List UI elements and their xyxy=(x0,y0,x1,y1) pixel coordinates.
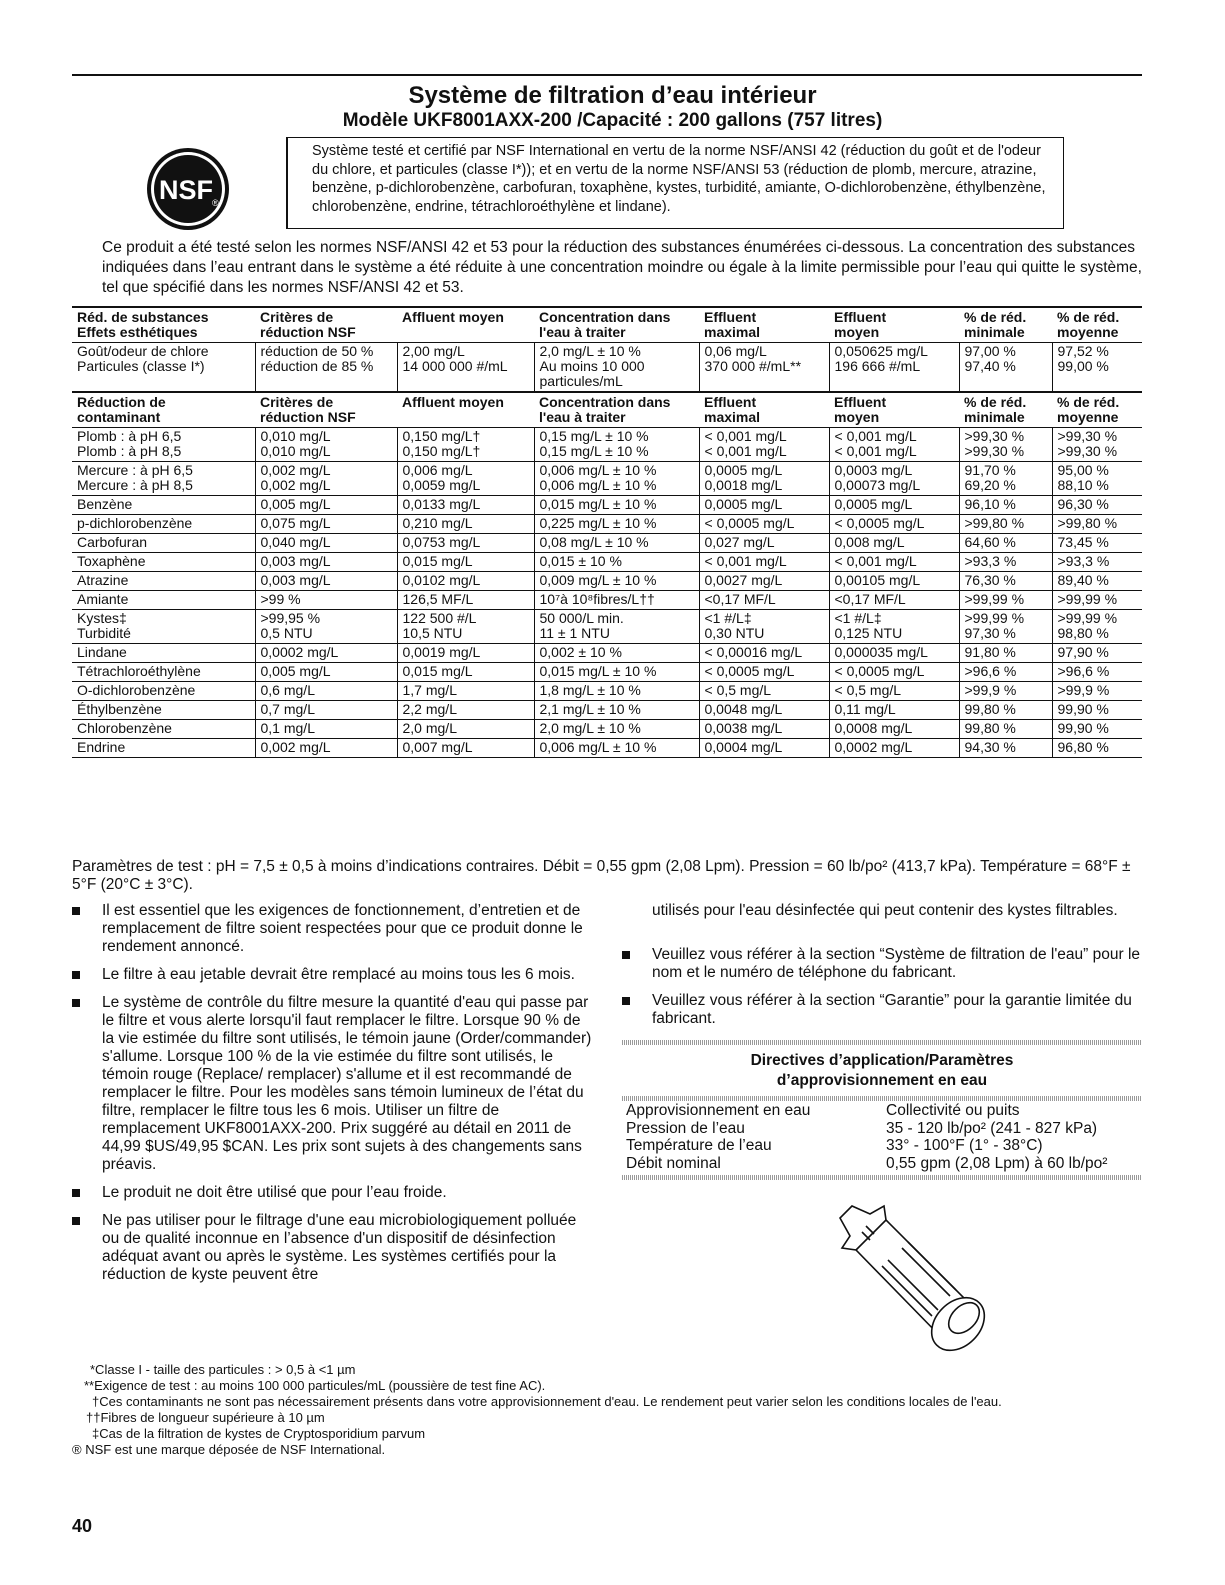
table-cell: 126,5 MF/L xyxy=(397,591,534,610)
table-cell: 0,040 mg/L xyxy=(255,534,397,553)
performance-table xyxy=(72,306,1142,758)
table-cell: < 0,001 mg/L xyxy=(829,553,959,572)
table-cell: 0,0027 mg/L xyxy=(699,572,829,591)
table-cell: Benzène xyxy=(72,496,255,515)
table-cell: >99,30 % >99,30 % xyxy=(959,428,1052,462)
table-cell: < 0,5 mg/L xyxy=(829,682,959,701)
table-cell: 0,0005 mg/L 0,0018 mg/L xyxy=(699,462,829,496)
table-cell: 0,008 mg/L xyxy=(829,534,959,553)
table-cell: >99,99 % 98,80 % xyxy=(1052,610,1142,644)
table-cell: 91,80 % xyxy=(959,644,1052,663)
table-cell: 2,00 mg/L 14 000 000 #/mL xyxy=(397,343,534,393)
table-cell: >99,80 % xyxy=(1052,515,1142,534)
hatch-divider xyxy=(622,1040,1142,1045)
table-cell: 50 000/L min. 11 ± 1 NTU xyxy=(534,610,699,644)
table-cell: 99,90 % xyxy=(1052,701,1142,720)
directives-table xyxy=(626,1102,1146,1172)
table-cell: >99,80 % xyxy=(959,515,1052,534)
table-cell: >96,6 % xyxy=(1052,663,1142,682)
top-rule xyxy=(72,74,1142,76)
table-cell: 0,0004 mg/L xyxy=(699,739,829,758)
table-cell: p-dichlorobenzène xyxy=(72,515,255,534)
table-cell: Plomb : à pH 6,5 Plomb : à pH 8,5 xyxy=(72,428,255,462)
column-header: % de réd. moyenne xyxy=(1052,307,1142,343)
table-cell: 2,0 mg/L xyxy=(397,720,534,739)
table-cell: < 0,0005 mg/L xyxy=(829,515,959,534)
table-cell: < 0,001 mg/L xyxy=(699,553,829,572)
table-cell: 95,00 % 88,10 % xyxy=(1052,462,1142,496)
directives-title xyxy=(622,1051,1142,1091)
table-cell: >93,3 % xyxy=(959,553,1052,572)
table-cell: Amiante xyxy=(72,591,255,610)
table-cell: 0,0005 mg/L xyxy=(829,496,959,515)
table-cell: < 0,0005 mg/L xyxy=(699,515,829,534)
table-cell: >99,95 % 0,5 NTU xyxy=(255,610,397,644)
table-cell: <1 #/L‡ 0,125 NTU xyxy=(829,610,959,644)
table-cell: 0,0102 mg/L xyxy=(397,572,534,591)
table-cell: 0,0002 mg/L xyxy=(255,644,397,663)
table-cell: 99,80 % xyxy=(959,701,1052,720)
page-title: Système de filtration d’eau intérieur xyxy=(408,82,817,109)
table-cell: 0,015 ± 10 % xyxy=(534,553,699,572)
footnote: ‡Cas de la filtration de kystes de Cryptosporidium parvum xyxy=(92,1426,426,1441)
column-header: Affluent moyen xyxy=(397,307,534,343)
table-cell: 99,80 % xyxy=(959,720,1052,739)
column-header: Concentration dans l'eau à traiter xyxy=(534,392,699,428)
table-cell: Tétrachloroéthylène xyxy=(72,663,255,682)
table-cell: >99,99 % xyxy=(959,591,1052,610)
table-cell: 91,70 % 69,20 % xyxy=(959,462,1052,496)
table-cell: 0,015 mg/L ± 10 % xyxy=(534,496,699,515)
table-cell: 0,06 mg/L 370 000 #/mL** xyxy=(699,343,829,393)
table-cell: 0,1 mg/L xyxy=(255,720,397,739)
table-cell: 0,010 mg/L 0,010 mg/L xyxy=(255,428,397,462)
table-cell: < 0,001 mg/L < 0,001 mg/L xyxy=(699,428,829,462)
table-cell: < 0,001 mg/L < 0,001 mg/L xyxy=(829,428,959,462)
table-row xyxy=(72,591,1142,610)
table-cell: <1 #/L‡ 0,30 NTU xyxy=(699,610,829,644)
table-cell: < 0,00016 mg/L xyxy=(699,644,829,663)
directive-value: Collectivité ou puits xyxy=(886,1102,1020,1119)
table-cell: 94,30 % xyxy=(959,739,1052,758)
table-cell: 0,210 mg/L xyxy=(397,515,534,534)
table-cell: >99,9 % xyxy=(1052,682,1142,701)
table-cell: 0,007 mg/L xyxy=(397,739,534,758)
water-filter-illustration-icon xyxy=(822,1188,1002,1363)
table-cell: 97,00 % 97,40 % xyxy=(959,343,1052,393)
table-cell: 1,8 mg/L ± 10 % xyxy=(534,682,699,701)
table-row xyxy=(72,572,1142,591)
table-cell: 0,7 mg/L xyxy=(255,701,397,720)
table-cell: 0,0133 mg/L xyxy=(397,496,534,515)
table-cell: 0,003 mg/L xyxy=(255,572,397,591)
table-cell: 0,015 mg/L xyxy=(397,553,534,572)
table-row xyxy=(72,462,1142,496)
table-row xyxy=(72,428,1142,462)
directive-value: 0,55 gpm (2,08 Lpm) à 60 lb/po² xyxy=(886,1154,1108,1172)
table-cell: Carbofuran xyxy=(72,534,255,553)
page-number: 40 xyxy=(72,1516,93,1536)
table-cell: 96,30 % xyxy=(1052,496,1142,515)
list-item: Veuillez vous référer à la section “Garantie” pour la garantie limitée du fabricant. xyxy=(622,992,1142,1028)
table-cell: 0,0003 mg/L 0,00073 mg/L xyxy=(829,462,959,496)
table-row xyxy=(72,663,1142,682)
table-cell: Chlorobenzène xyxy=(72,720,255,739)
table-cell: 96,80 % xyxy=(1052,739,1142,758)
table-cell: >99 % xyxy=(255,591,397,610)
table-row xyxy=(626,1137,1146,1155)
intro-paragraph: Ce produit a été testé selon les normes NSF/ANSI 42 et 53 pour la réduction des substances énumérées ci-dessous. La concentration des substances indiquées dans l’eau entrant dans le système a été réduite à une concentration moindre ou égale à la limite permissible pour l’eau qui quitte le système, tel que spécifié dans les normes NSF/ANSI 42 et 53. xyxy=(102,239,1142,296)
table-cell: 0,08 mg/L ± 10 % xyxy=(534,534,699,553)
hatch-divider xyxy=(622,1175,1142,1180)
column-header: % de réd. minimale xyxy=(959,392,1052,428)
table-row xyxy=(72,701,1142,720)
table-cell: 0,005 mg/L xyxy=(255,663,397,682)
column-header: Réduction de contaminant xyxy=(72,392,255,428)
table-cell: 0,015 mg/L xyxy=(397,663,534,682)
nsf-logo-icon xyxy=(145,146,231,232)
table-cell: 76,30 % xyxy=(959,572,1052,591)
column-header: % de réd. minimale xyxy=(959,307,1052,343)
table-row xyxy=(72,739,1142,758)
table-cell: 0,000035 mg/L xyxy=(829,644,959,663)
column-header: Effluent maximal xyxy=(699,392,829,428)
footnote: ††Fibres de longueur supérieure à 10 µm xyxy=(86,1410,325,1425)
page-subtitle: Modèle UKF8001AXX-200 /Capacité : 200 gallons (757 litres) xyxy=(342,110,883,131)
table-cell: 2,2 mg/L xyxy=(397,701,534,720)
footnote: *Classe I - taille des particules : > 0,5 à <1 µm xyxy=(90,1362,356,1377)
list-item: Le filtre à eau jetable devrait être remplacé au moins tous les 6 mois. xyxy=(72,966,592,984)
table-cell: 0,0002 mg/L xyxy=(829,739,959,758)
table-row xyxy=(626,1155,1146,1173)
table-cell: 0,005 mg/L xyxy=(255,496,397,515)
table-cell: < 0,5 mg/L xyxy=(699,682,829,701)
table-row xyxy=(72,515,1142,534)
table-cell: 2,0 mg/L ± 10 % Au moins 10 000 particules/mL xyxy=(534,343,699,393)
table-cell: 73,45 % xyxy=(1052,534,1142,553)
table-cell: 96,10 % xyxy=(959,496,1052,515)
table-cell: 0,0048 mg/L xyxy=(699,701,829,720)
list-item: Le système de contrôle du filtre mesure la quantité d'eau qui passe par le filtre et vous alerte lorsqu'il faut remplacer le filtre. Lorsque 90 % de la vie estimée du filtre sont utilisés, le témoin jaune (Order/commander) s'allume. Lorsque 100 % de la vie estimée du filtre sont utilisés, le témoin rouge (Replace/ remplacer) s'allume et il est recommandé de remplacer le filtre. Pour les modèles sans témoin lumineux de l’état du filtre, remplacer le filtre tous les 6 mois. Utiliser un filtre de remplacement UKF8001AXX-200. Prix suggéré au détail en 2011 de 44,99 $US/49,95 $CAN. Les prix sont sujets à des changements sans préavis. xyxy=(72,994,592,1174)
column-header: Affluent moyen xyxy=(397,392,534,428)
table-cell: 1,7 mg/L xyxy=(397,682,534,701)
table-cell: 0,003 mg/L xyxy=(255,553,397,572)
test-parameters: Paramètres de test : pH = 7,5 ± 0,5 à moins d’indications contraires. Débit = 0,55 gpm (2,08 Lpm). Pression = 60 lb/po² (413,7 kPa). Température = 68°F ± 5°F (20°C ± 3°C). xyxy=(72,858,1131,893)
directive-label: Approvisionnement en eau xyxy=(626,1102,811,1119)
table-cell: 0,002 ± 10 % xyxy=(534,644,699,663)
table-cell: 122 500 #/L 10,5 NTU xyxy=(397,610,534,644)
table-cell: 0,15 mg/L ± 10 % 0,15 mg/L ± 10 % xyxy=(534,428,699,462)
table-cell: 10⁷à 10⁸fibres/L†† xyxy=(534,591,699,610)
table-cell: 0,006 mg/L ± 10 % 0,006 mg/L ± 10 % xyxy=(534,462,699,496)
directive-label: Débit nominal xyxy=(626,1154,721,1172)
table-cell: 0,015 mg/L ± 10 % xyxy=(534,663,699,682)
directives-title-line1: Directives d’application/Paramètres xyxy=(750,1052,1014,1069)
list-item: Ne pas utiliser pour le filtrage d'une eau microbiologiquement polluée ou de qualité inconnue en l’absence d'un dispositif de désinfection adéquat avant ou après le système. Les systèmes certifiés pour la réduction de kyste peuvent être xyxy=(72,1212,592,1284)
table-cell: 0,002 mg/L xyxy=(255,739,397,758)
table-row xyxy=(72,644,1142,663)
table-cell: >99,9 % xyxy=(959,682,1052,701)
table-cell: >96,6 % xyxy=(959,663,1052,682)
table-cell: 0,006 mg/L 0,0059 mg/L xyxy=(397,462,534,496)
table-cell: 0,0038 mg/L xyxy=(699,720,829,739)
directive-value: 35 - 120 lb/po² (241 - 827 kPa) xyxy=(886,1119,1098,1137)
table-cell: 97,52 % 99,00 % xyxy=(1052,343,1142,393)
table-cell: <0,17 MF/L xyxy=(699,591,829,610)
table-cell: < 0,0005 mg/L xyxy=(699,663,829,682)
bullet-list-right xyxy=(622,946,1142,1038)
table-cell: 0,002 mg/L 0,002 mg/L xyxy=(255,462,397,496)
certification-box: Système testé et certifié par NSF International en vertu de la norme NSF/ANSI 42 (réduction du goût et de l'odeur du chlore, et particules (classe I*)); et en vertu de la norme NSF/ANSI 53 (réduction de plomb, mercure, atrazine, benzène, p-dichlorobenzène, carbofuran, toxaphène, kystes, turbidité, amiante, O-dichlorobenzène, éthylbenzène, chlorobenzène, endrine, tétrachloroéthylène et lindane). xyxy=(286,137,1064,229)
table-header-row xyxy=(72,392,1142,428)
list-item: Le produit ne doit être utilisé que pour l’eau froide. xyxy=(72,1184,592,1202)
table-cell: 0,075 mg/L xyxy=(255,515,397,534)
table-cell: 97,90 % xyxy=(1052,644,1142,663)
table-row xyxy=(72,534,1142,553)
list-item: Veuillez vous référer à la section “Système de filtration de l'eau” pour le nom et le numéro de téléphone du fabricant. xyxy=(622,946,1142,982)
table-cell: 0,00105 mg/L xyxy=(829,572,959,591)
table-cell: >99,99 % xyxy=(1052,591,1142,610)
table-cell: 0,150 mg/L† 0,150 mg/L† xyxy=(397,428,534,462)
table-cell: 0,0019 mg/L xyxy=(397,644,534,663)
table-cell: Endrine xyxy=(72,739,255,758)
table-cell: 0,009 mg/L ± 10 % xyxy=(534,572,699,591)
list-item: Il est essentiel que les exigences de fonctionnement, d’entretien et de remplacement de filtre soient respectées pour que ce produit donne le rendement annoncé. xyxy=(72,902,592,956)
column-header: Effluent moyen xyxy=(829,392,959,428)
footnote: **Exigence de test : au moins 100 000 particules/mL (poussière de test fine AC). xyxy=(84,1378,546,1393)
table-row xyxy=(72,496,1142,515)
bullet-list-left xyxy=(72,902,592,1294)
table-header-row xyxy=(72,307,1142,343)
table-cell: 99,90 % xyxy=(1052,720,1142,739)
footnote: †Ces contaminants ne sont pas nécessairement présents dans votre approvisionnement d'eau. Le rendement peut varier selon les conditions locales de l'eau. xyxy=(92,1394,1002,1409)
table-cell: 0,027 mg/L xyxy=(699,534,829,553)
table-cell: 0,6 mg/L xyxy=(255,682,397,701)
column-header: Réd. de substances Effets esthétiques xyxy=(72,307,255,343)
column-header: % de réd. moyenne xyxy=(1052,392,1142,428)
table-cell: <0,17 MF/L xyxy=(829,591,959,610)
table-cell: >99,30 % >99,30 % xyxy=(1052,428,1142,462)
table-cell: Goût/odeur de chlore Particules (classe I*) xyxy=(72,343,255,393)
bullet-continuation: utilisés pour l'eau désinfectée qui peut contenir des kystes filtrables. xyxy=(652,902,1118,919)
table-cell: 89,40 % xyxy=(1052,572,1142,591)
directives-title-line2: d’approvisionnement en eau xyxy=(776,1072,988,1089)
directive-label: Température de l’eau xyxy=(626,1137,772,1154)
table-cell: 2,0 mg/L ± 10 % xyxy=(534,720,699,739)
footnotes xyxy=(72,1362,1152,1458)
table-cell: 0,0753 mg/L xyxy=(397,534,534,553)
table-cell: >93,3 % xyxy=(1052,553,1142,572)
column-header: Critères de réduction NSF xyxy=(255,392,397,428)
table-cell: 0,0008 mg/L xyxy=(829,720,959,739)
column-header: Effluent moyen xyxy=(829,307,959,343)
directive-label: Pression de l’eau xyxy=(626,1119,745,1137)
table-cell: réduction de 50 % réduction de 85 % xyxy=(255,343,397,393)
column-header: Critères de réduction NSF xyxy=(255,307,397,343)
table-cell: Kystes‡ Turbidité xyxy=(72,610,255,644)
table-cell: 0,006 mg/L ± 10 % xyxy=(534,739,699,758)
table-cell: 0,0005 mg/L xyxy=(699,496,829,515)
table-cell: < 0,0005 mg/L xyxy=(829,663,959,682)
table-cell: Lindane xyxy=(72,644,255,663)
table-row xyxy=(72,610,1142,644)
table-cell: Mercure : à pH 6,5 Mercure : à pH 8,5 xyxy=(72,462,255,496)
nsf-logo-mark: ® xyxy=(212,198,219,208)
table-row xyxy=(72,343,1142,393)
table-row xyxy=(72,553,1142,572)
table-row xyxy=(72,682,1142,701)
table-cell: 0,225 mg/L ± 10 % xyxy=(534,515,699,534)
footnote: ® NSF est une marque déposée de NSF International. xyxy=(72,1442,386,1457)
table-cell: O-dichlorobenzène xyxy=(72,682,255,701)
column-header: Effluent maximal xyxy=(699,307,829,343)
table-cell: >99,99 % 97,30 % xyxy=(959,610,1052,644)
table-row xyxy=(626,1102,1146,1120)
table-cell: Éthylbenzène xyxy=(72,701,255,720)
table-cell: 2,1 mg/L ± 10 % xyxy=(534,701,699,720)
table-cell: 64,60 % xyxy=(959,534,1052,553)
table-row xyxy=(626,1120,1146,1138)
table-cell: Atrazine xyxy=(72,572,255,591)
table-row xyxy=(72,720,1142,739)
directive-value: 33° - 100°F (1° - 38°C) xyxy=(886,1137,1043,1154)
table-cell: Toxaphène xyxy=(72,553,255,572)
column-header: Concentration dans l'eau à traiter xyxy=(534,307,699,343)
table-cell: 0,11 mg/L xyxy=(829,701,959,720)
table-cell: 0,050625 mg/L 196 666 #/mL xyxy=(829,343,959,393)
nsf-logo-text: NSF xyxy=(159,175,213,205)
hatch-divider xyxy=(622,1096,1142,1101)
